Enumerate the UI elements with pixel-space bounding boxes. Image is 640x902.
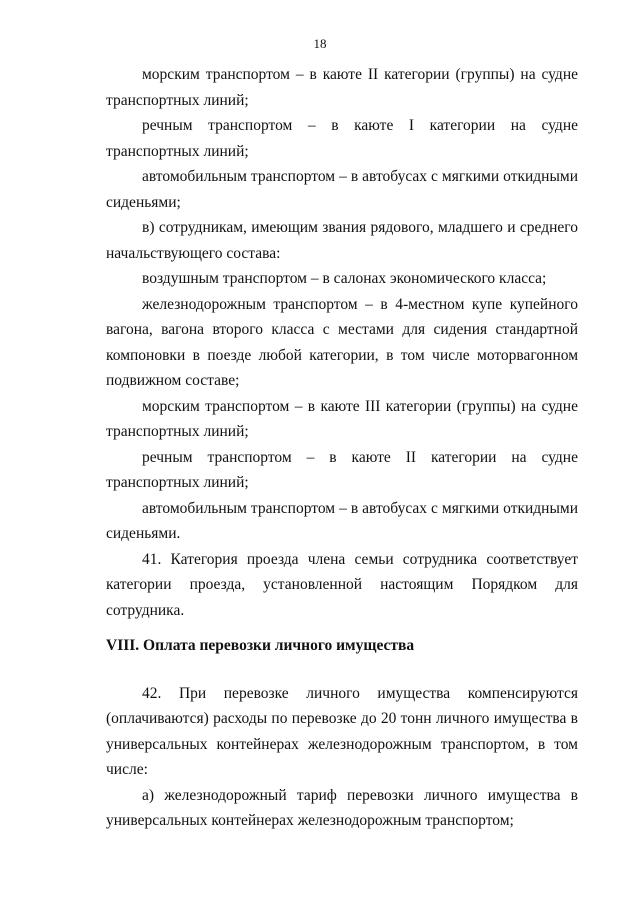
paragraph-41-family-category: 41. Категория проезда члена семьи сотрудника соответствует категории проезда, установленной настоящим Порядком для сотрудника.: [106, 550, 578, 619]
page-number: 18: [313, 36, 327, 51]
heading-spacer: [106, 669, 578, 681]
paragraph-road-transport: автомобильным транспортом – в автобусах с мягкими откидными сиденьями;: [106, 168, 578, 211]
document-body: [106, 62, 578, 834]
paragraph-rail-transport: железнодорожным транспортом – в 4-местном купе купейного вагона, вагона второго класса с местами для сидения стандартной компоновки в поезде любой категории, в том числе моторвагонном подвижном составе;: [106, 295, 578, 389]
paragraph-item-v-employees: в) сотрудникам, имеющим звания рядового, младшего и среднего начальствующего состава:: [106, 219, 578, 262]
paragraph-road-transport-2: автомобильным транспортом – в автобусах с мягкими откидными сиденьями.: [106, 499, 578, 542]
paragraph-river-transport-cat1: речным транспортом – в каюте I категории на судне транспортных линий;: [106, 117, 578, 160]
paragraph-river-transport-cat2: речным транспортом – в каюте II категории на судне транспортных линий;: [106, 448, 578, 491]
paragraph-42-personal-property: 42. При перевозке личного имущества компенсируются (оплачиваются) расходы по перевозке до 20 тонн личного имущества в универсальных контейнерах железнодорожным транспортом, в том числе:: [106, 684, 578, 778]
paragraph-air-transport: воздушным транспортом – в салонах экономического класса;: [142, 270, 547, 287]
section-heading: VIII. Оплата перевозки личного имущества: [106, 637, 415, 654]
paragraph-42-a-rail-tariff: а) железнодорожный тариф перевозки личного имущества в универсальных контейнерах железнодорожным транспортом;: [106, 786, 578, 829]
paragraph-sea-transport-cat3: морским транспортом – в каюте III категории (группы) на судне транспортных линий;: [106, 397, 578, 440]
paragraph-sea-transport-cat2: морским транспортом – в каюте II категории (группы) на судне транспортных линий;: [106, 66, 578, 109]
